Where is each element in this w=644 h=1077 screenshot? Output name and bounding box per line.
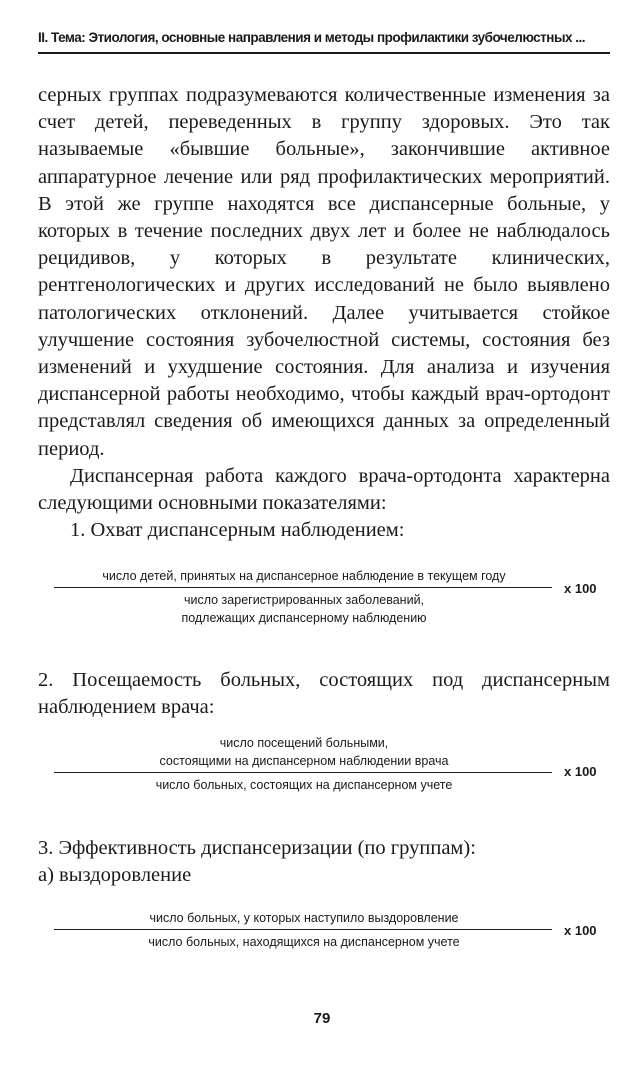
list-item-1: 1. Охват диспансерным наблюдением: xyxy=(70,519,405,542)
formula-numerator: число детей, принятых на диспансерное наблюдение в текущем году xyxy=(102,569,506,583)
formula-coverage xyxy=(54,567,614,627)
section-3-title: 3. Эффективность диспансеризации (по группам): xyxy=(38,837,476,859)
formula-denominator: число больных, находящихся на диспансерном учете xyxy=(148,935,460,949)
formula-denominator-line-2: подлежащих диспансерному наблюдению xyxy=(181,611,427,625)
multiplier: х 100 xyxy=(564,581,597,596)
fraction-line xyxy=(54,772,552,773)
multiplier: х 100 xyxy=(564,923,597,938)
header-rule xyxy=(38,52,610,54)
formula-numerator: число больных, у которых наступило выздоровление xyxy=(149,911,459,925)
multiplier: х 100 xyxy=(564,764,597,779)
section-3-subitem: а) выздоровление xyxy=(38,864,192,887)
paragraph-1: серных группах подразумеваются количественные изменения за счет детей, переведенных в группу здоровых. Это так называемые «бывшие больные», закончившие активное аппаратурное лечение или ряд профилактических мероприятий. В этой же группе находятся все диспансерные больные, у которых в течение последних двух лет и более не наблюдалось рецидивов, у которых в результате клинических, рентгенологических и других исследований не было выявлено патологических отклонений. Далее учитывается стойкое улучшение состояния зубочелюстной системы, состояния без изменений и ухудшение состояния. Для анализа и изучения диспансерной работы необходимо, чтобы каждый врач-ортодонт представлял сведения об имеющихся данных за определенный период. xyxy=(38,84,610,460)
formula-numerator-line-1: число посещений больными, xyxy=(219,736,389,750)
formula-denominator: число больных, состоящих на диспансерном учете xyxy=(155,778,453,792)
running-header: II. Тема: Этиология, основные направления и методы профилактики зубочелюстных ... xyxy=(38,30,585,45)
section-2-text: 2. Посещаемость больных, состоящих под диспансерным наблюдением врача: xyxy=(38,669,610,719)
page-number: 79 xyxy=(313,1010,331,1027)
main-text xyxy=(38,82,610,544)
paragraph-2: Диспансерная работа каждого врача-ортодонта характерна следующими основными показателями: xyxy=(38,464,610,515)
fraction-line xyxy=(54,587,552,588)
formula-attendance xyxy=(54,734,614,794)
formula-denominator-line-1: число зарегистрированных заболеваний, xyxy=(183,593,425,607)
fraction-line xyxy=(54,929,552,930)
formula-efficiency xyxy=(54,909,614,951)
section-3 xyxy=(38,835,610,889)
formula-numerator-line-2: состоящими на диспансерном наблюдении врача xyxy=(159,754,449,768)
